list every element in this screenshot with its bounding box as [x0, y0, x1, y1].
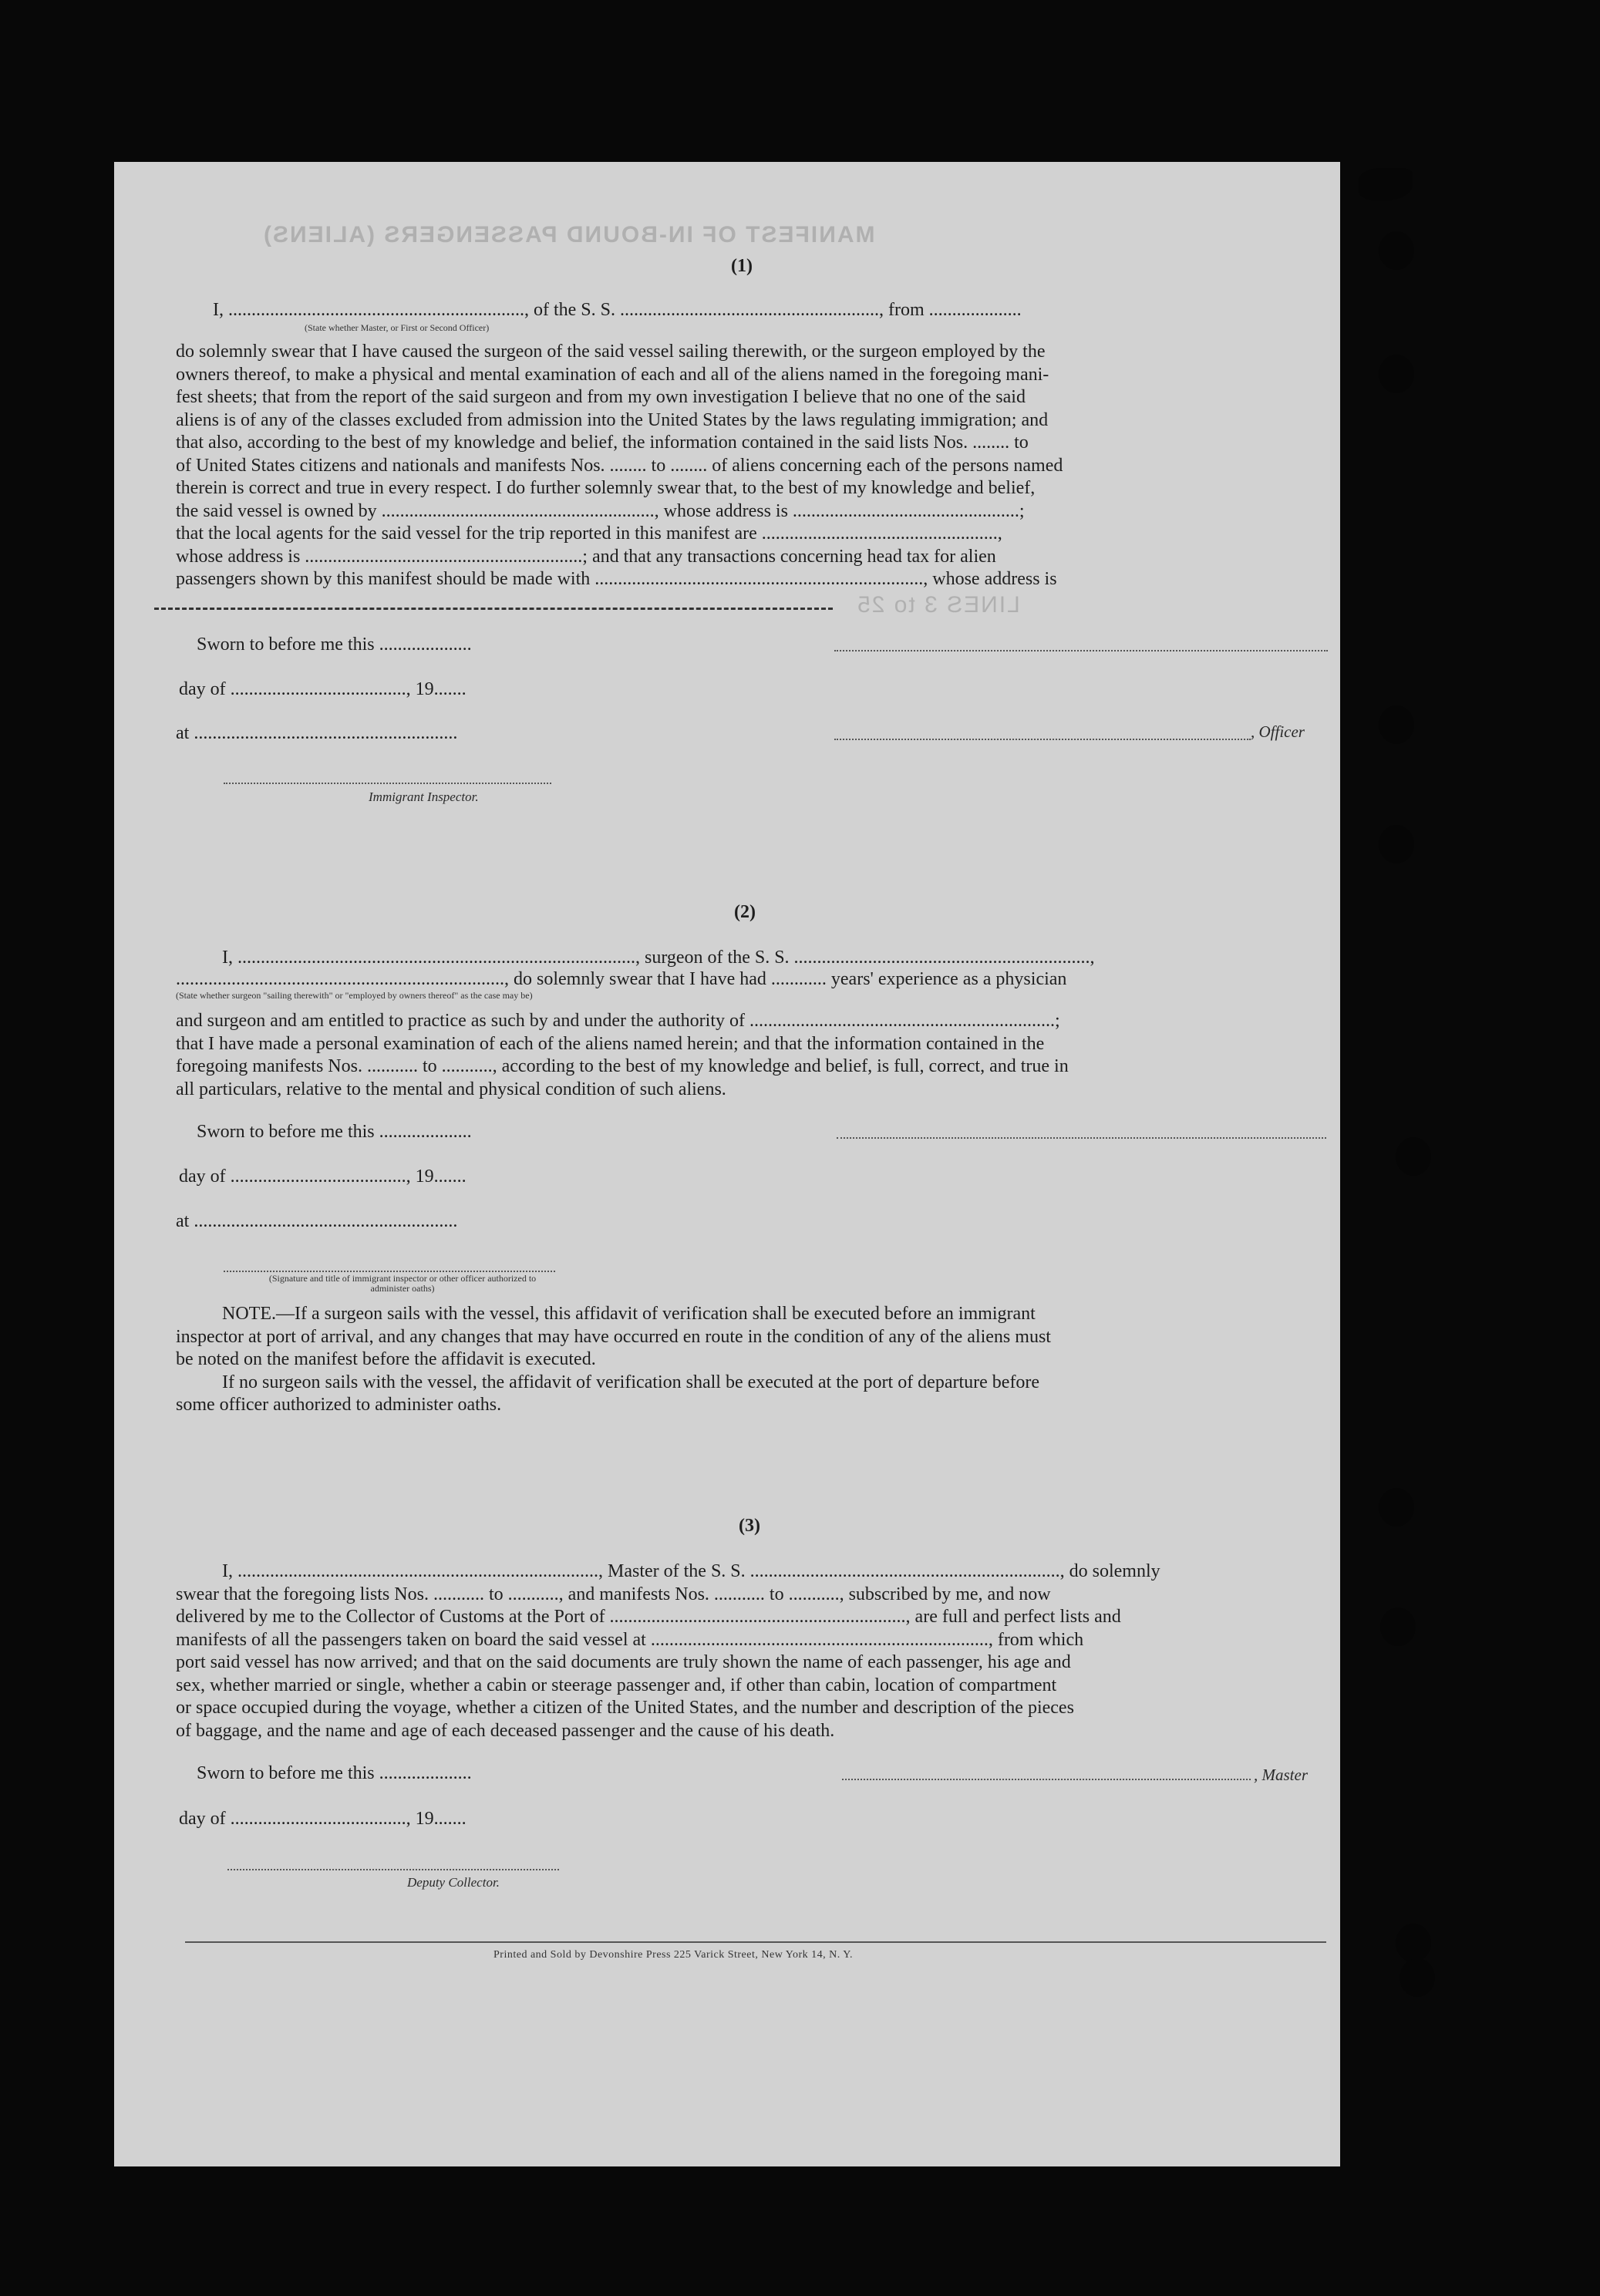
section-2-at: at ......................................................... — [176, 1211, 458, 1231]
section-3-collector-signature-line — [227, 1869, 559, 1870]
section-3-sworn: Sworn to before me this .................... — [197, 1763, 472, 1783]
section-2-inspector-signature-line — [224, 1271, 555, 1272]
section-1-at: at ......................................................... — [176, 723, 458, 743]
punch-hole — [1396, 1137, 1431, 1176]
punch-hole — [1379, 231, 1414, 270]
section-2-signature-line — [837, 1137, 1326, 1139]
section-1-day: day of ......................................, 19....... — [179, 679, 467, 699]
torn-corner — [1359, 168, 1413, 200]
footer-rule — [185, 1941, 1326, 1943]
printer-footer: Printed and Sold by Devonshire Press 225 Varick Street, New York 14, N. Y. — [493, 1949, 854, 1961]
section-2-day: day of ......................................, 19....... — [179, 1167, 467, 1187]
section-2-paragraph: and surgeon and am entitled to practice as such by and under the authority of ..................................................................; that I have made a personal examination of each of the aliens named herein; and that the information contained in the foregoing manifests Nos. ........... to ..........., according to the best of my knowledge and belief, is full, correct, and true in all particulars, relative to the mental and physical condition of such aliens. — [176, 1011, 1069, 1099]
punch-hole — [1379, 705, 1414, 744]
punch-hole — [1379, 355, 1414, 393]
punch-hole — [1379, 825, 1414, 864]
section-1-paragraph: do solemnly swear that I have caused the surgeon of the said vessel sailing therewith, or the surgeon employed by the owners thereof, to make a physical and mental examination of each and all of the aliens named in the foregoing mani- fest sheets; that from the report of the said surgeon and from my own investigation I believe that no one of the said aliens is of any of the classes excluded from admission into the United States by the laws regulating immigration; and that also, according to the best of my knowledge and belief, the information contained in the said lists Nos. ........ to of United States citizens and nationals and manifests Nos. ........ to ........ of aliens concerning each of the persons named therein is correct and true in every respect. I do further solemnly swear that, to the best of my knowledge and belief, the said vessel is owned by ..........................................................., whose address is .................................................; that the local agents for the said vessel for the trip reported in this manifest are ..................................................., whose address is ............................................................; and that any transactions concerning head tax for alien passengers shown by this manifest should be made with ......................................................................., whose address is — [176, 342, 1063, 589]
section-2-signature-caption: (Signature and title of immigrant inspector or other officer authorized to administer oaths) — [268, 1273, 537, 1294]
punch-hole — [1379, 1488, 1414, 1527]
section-3-master-label: , Master — [1254, 1766, 1308, 1784]
section-3-master-signature-line — [842, 1779, 1251, 1780]
section-3-paragraph: I, .............................................................................., Master of the S. S. ..................................................................., do solemnly swear that the foregoing lists Nos. ........... to ..........., and manifests Nos. ........... to ..........., subscribed by me, and now delivered by me to the Collector of Customs at the Port of ................................................................, are full and perfect lists and manifests of all the passengers taken on board the said vessel at ........................................................................., from which port said vessel has now arrived; and that on the said documents are truly shown the name of each passenger, his age and sex, whether married or single, whether a cabin or steerage passenger and, if other than cabin, location of compartment or space occupied during the voyage, whether a citizen of the United States, and the number and description of the pieces of baggage, and the name and age of each deceased passenger and the cause of his death. — [176, 1561, 1160, 1741]
section-2-oath-line-2: ......................................................................., do solemnly swear that I have had ............ years' experience as a physician — [176, 969, 1067, 989]
section-1-dashed-separator — [154, 608, 833, 610]
section-1-officer-label: , Officer — [1251, 722, 1305, 741]
section-1-officer-signature-line — [834, 739, 1251, 740]
section-1-officer-caption: (State whether Master, or First or Second Officer) — [305, 322, 490, 333]
section-1-signature-line — [834, 650, 1328, 651]
section-3-number: (3) — [739, 1516, 760, 1536]
bleed-through-lines-note: LINES 3 to 25 — [856, 592, 1020, 618]
section-2-oath-line-1: I, ......................................................................................, surgeon of the S. S. ................................................................, — [222, 948, 1095, 968]
punch-hole — [1400, 1958, 1435, 1997]
section-3-day: day of ......................................, 19....... — [179, 1809, 467, 1829]
section-3-collector-label: Deputy Collector. — [407, 1875, 500, 1890]
section-1-inspector-label: Immigrant Inspector. — [369, 789, 479, 804]
punch-hole — [1396, 1924, 1431, 1962]
section-2-sworn: Sworn to before me this .................... — [197, 1122, 472, 1142]
section-1-oath-line: I, ................................................................, of the S. S. ........................................................, from .................... — [213, 300, 1022, 320]
section-2-number: (2) — [734, 902, 756, 922]
section-1-inspector-signature-line — [224, 783, 551, 784]
bleed-through-heading: MANIFEST OF IN-BOUND PASSENGERS (ALIENS) — [262, 222, 875, 247]
section-1-sworn: Sworn to before me this .................... — [197, 635, 472, 655]
section-2-note: NOTE.—If a surgeon sails with the vessel, this affidavit of verification shall be executed before an immigrant inspector at port of arrival, and any changes that may have occurred en route in the condition of any of the aliens must be noted on the manifest before the affidavit is executed. If no surgeon sails with the vessel, the affidavit of verification shall be executed at the port of departure before some officer authorized to administer oaths. — [176, 1304, 1051, 1415]
section-2-surgeon-caption: (State whether surgeon "sailing therewith" or "employed by owners thereof" as the case may be) — [176, 990, 533, 1001]
punch-hole — [1380, 1608, 1416, 1646]
section-1-number: (1) — [731, 256, 753, 276]
